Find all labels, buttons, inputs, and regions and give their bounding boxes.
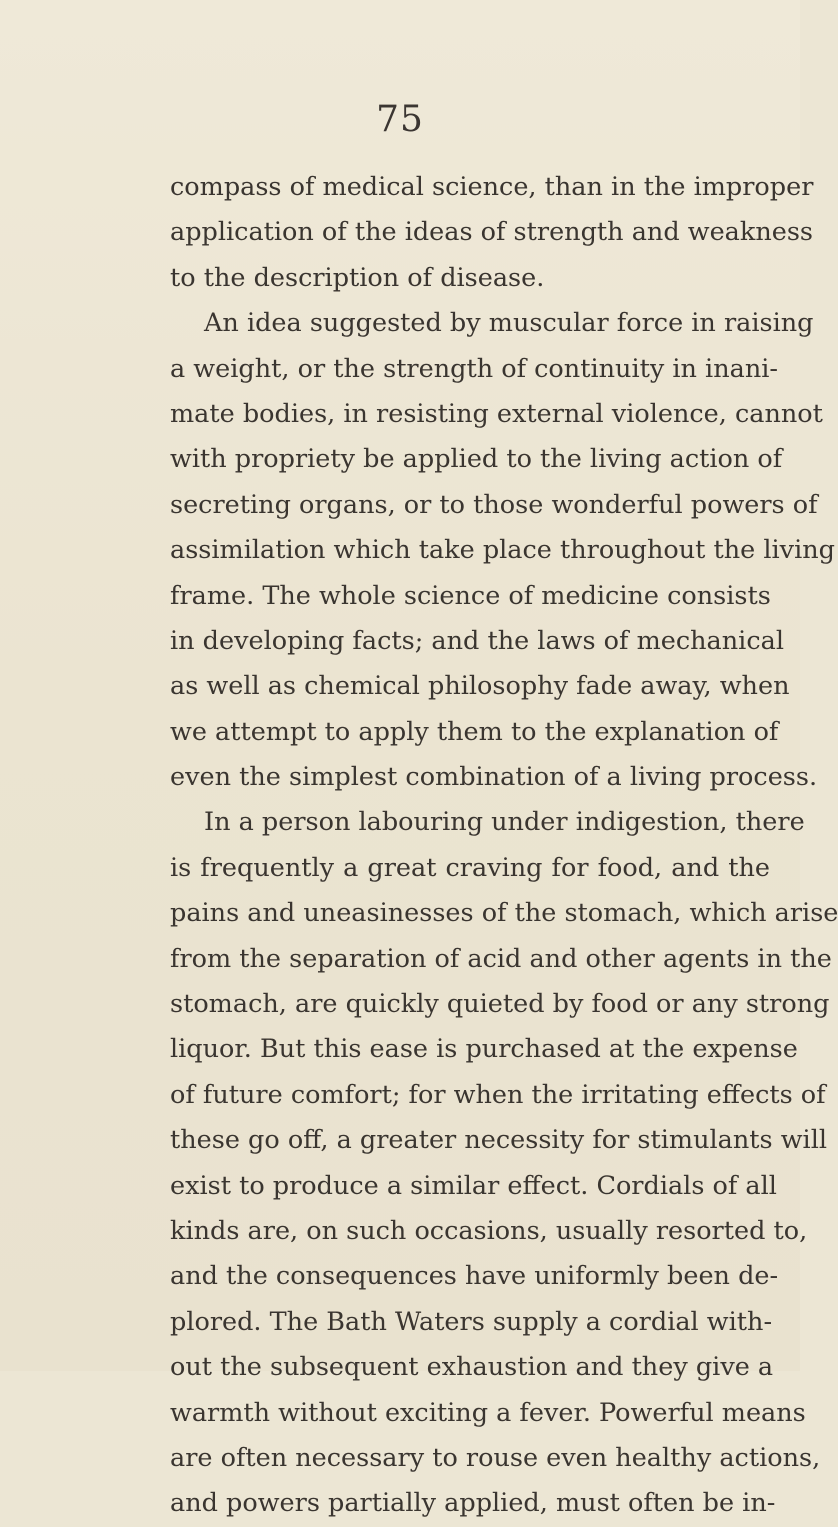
text-line: compass of medical science, than in the improper	[170, 172, 814, 202]
text-line: even the simplest combination of a living process.	[170, 762, 818, 793]
text-line: as well as chemical philosophy fade away, when	[170, 671, 790, 702]
text-line: secreting organs, or to those wonderful powers of	[170, 489, 818, 520]
text-line: from the separation of acid and other agents in the	[170, 943, 832, 974]
text-line: exist to produce a similar effect. Cordials of all	[170, 1170, 777, 1201]
text-line: and powers partially applied, must often be in-	[170, 1488, 776, 1519]
text-line: are often necessary to rouse even healthy actions,	[170, 1442, 821, 1473]
text-line: of future comfort; for when the irritating effects of	[170, 1079, 826, 1110]
text-line: assimilation which take place throughout the living	[170, 535, 835, 566]
text-line: out the subsequent exhaustion and they give a	[170, 1352, 774, 1383]
text-line: in developing facts; and the laws of mechanical	[170, 625, 784, 656]
text-line: An idea suggested by muscular force in raising	[204, 308, 814, 339]
text-line: we attempt to apply them to the explanation of	[170, 716, 779, 747]
text-line: and the consequences have uniformly been de-	[170, 1261, 779, 1292]
text-line: a weight, or the strength of continuity in inani-	[170, 353, 779, 384]
text-line: application of the ideas of strength and weakness	[170, 217, 814, 248]
text-line: pains and uneasinesses of the stomach, which arise	[170, 898, 838, 929]
text-line: with propriety be applied to the living action of	[170, 444, 783, 475]
text-line: is frequently a great craving for food, and the	[170, 852, 770, 883]
text-line: kinds are, on such occasions, usually resorted to,	[170, 1215, 808, 1246]
text-line: plored. The Bath Waters supply a cordial with-	[170, 1306, 773, 1337]
text-line: these go off, a greater necessity for stimulants will	[170, 1125, 828, 1156]
text-line: to the description of disease.	[170, 262, 545, 293]
text-line: mate bodies, in resisting external violence, cannot	[170, 398, 823, 429]
text-line: warmth without exciting a fever. Powerful means	[170, 1397, 806, 1428]
text-line: stomach, are quickly quieted by food or any strong	[170, 989, 830, 1020]
text-line: In a person labouring under indigestion, there	[204, 807, 805, 838]
text-line: frame. The whole science of medicine consists	[170, 580, 771, 611]
page-number: 75	[376, 99, 424, 140]
text-line: liquor. But this ease is purchased at the expense	[170, 1034, 798, 1065]
body-text	[170, 165, 838, 1527]
